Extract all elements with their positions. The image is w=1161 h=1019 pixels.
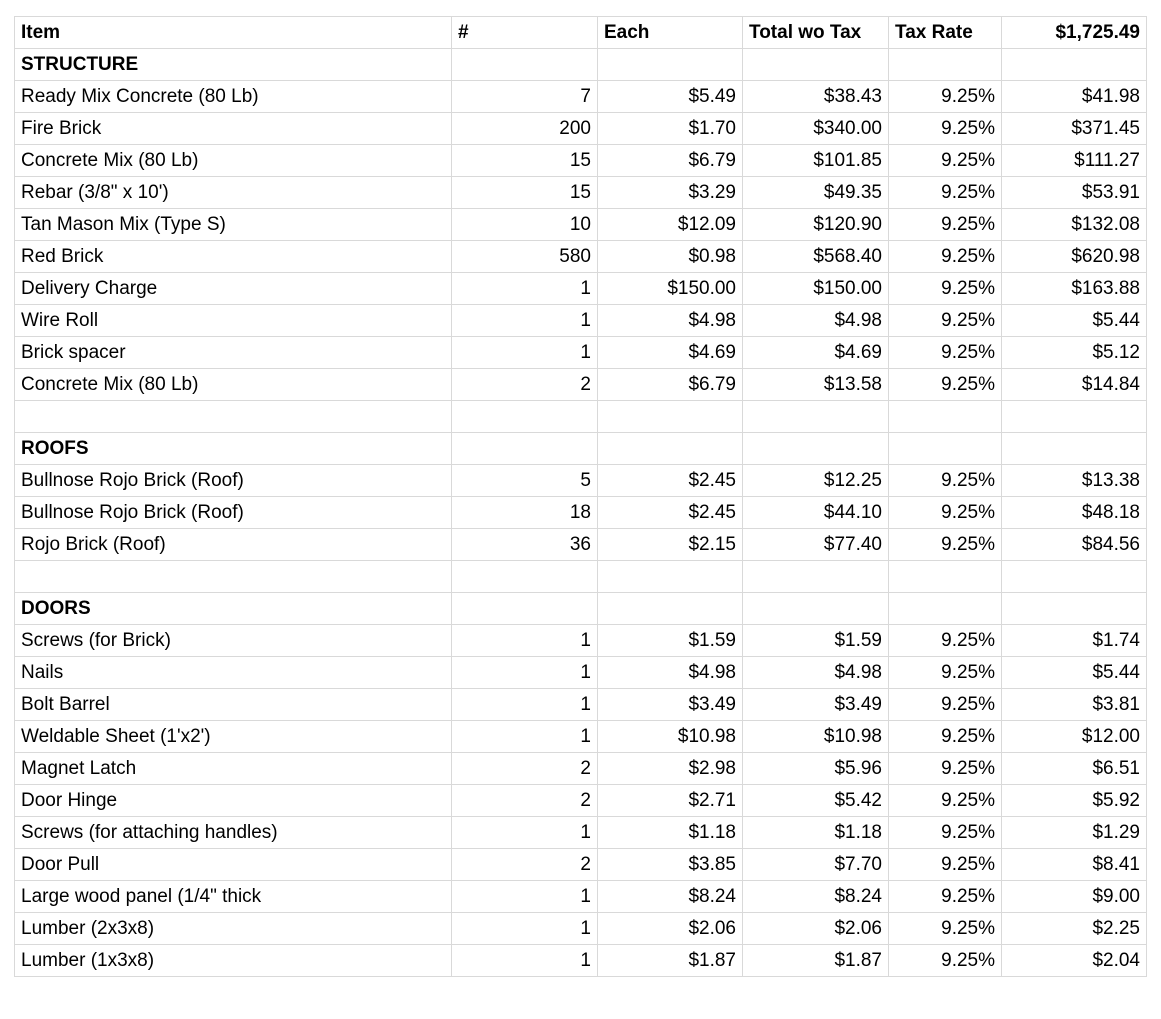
qty-cell[interactable]: 2 — [452, 753, 598, 785]
each-cell[interactable]: $2.45 — [598, 465, 743, 497]
qty-cell[interactable]: 15 — [452, 177, 598, 209]
qty-cell[interactable]: 2 — [452, 849, 598, 881]
item-cell[interactable]: Wire Roll — [15, 305, 452, 337]
each-cell[interactable]: $150.00 — [598, 273, 743, 305]
empty-cell[interactable] — [743, 49, 889, 81]
total-with-tax-cell[interactable]: $2.25 — [1002, 913, 1147, 945]
empty-cell[interactable] — [743, 593, 889, 625]
header-row — [15, 17, 1147, 49]
empty-cell[interactable] — [889, 593, 1002, 625]
table-row — [15, 497, 1147, 529]
total-cell[interactable]: $77.40 — [743, 529, 889, 561]
each-cell[interactable]: $12.09 — [598, 209, 743, 241]
table-row — [15, 369, 1147, 401]
tax-rate-cell[interactable]: 9.25% — [889, 529, 1002, 561]
tax-rate-cell[interactable]: 9.25% — [889, 913, 1002, 945]
each-cell[interactable]: $6.79 — [598, 369, 743, 401]
section-title[interactable]: ROOFS — [15, 433, 452, 465]
qty-cell[interactable]: 2 — [452, 369, 598, 401]
total-with-tax-cell[interactable]: $53.91 — [1002, 177, 1147, 209]
total-with-tax-cell[interactable]: $5.44 — [1002, 305, 1147, 337]
each-cell[interactable]: $10.98 — [598, 721, 743, 753]
total-with-tax-cell[interactable]: $12.00 — [1002, 721, 1147, 753]
qty-cell[interactable]: 1 — [452, 625, 598, 657]
table-row — [15, 465, 1147, 497]
blank-row — [15, 401, 1147, 433]
item-cell[interactable]: Weldable Sheet (1'x2') — [15, 721, 452, 753]
table-row — [15, 753, 1147, 785]
qty-cell[interactable]: 1 — [452, 721, 598, 753]
total-cell[interactable]: $5.96 — [743, 753, 889, 785]
tax-rate-cell[interactable]: 9.25% — [889, 81, 1002, 113]
tax-rate-cell[interactable]: 9.25% — [889, 337, 1002, 369]
table-row — [15, 529, 1147, 561]
total-cell[interactable]: $120.90 — [743, 209, 889, 241]
qty-cell[interactable]: 2 — [452, 785, 598, 817]
each-cell[interactable]: $2.45 — [598, 497, 743, 529]
empty-cell[interactable] — [452, 593, 598, 625]
empty-cell[interactable] — [889, 433, 1002, 465]
table-row — [15, 881, 1147, 913]
total-with-tax-cell[interactable]: $5.12 — [1002, 337, 1147, 369]
table-row — [15, 913, 1147, 945]
each-cell[interactable]: $2.15 — [598, 529, 743, 561]
qty-cell[interactable]: 1 — [452, 881, 598, 913]
qty-cell[interactable]: 15 — [452, 145, 598, 177]
total-with-tax-cell[interactable]: $163.88 — [1002, 273, 1147, 305]
item-cell[interactable]: Screws (for Brick) — [15, 625, 452, 657]
total-cell[interactable]: $38.43 — [743, 81, 889, 113]
item-cell[interactable]: Screws (for attaching handles) — [15, 817, 452, 849]
total-cell[interactable]: $1.59 — [743, 625, 889, 657]
total-cell[interactable]: $4.98 — [743, 305, 889, 337]
empty-cell[interactable] — [889, 401, 1002, 433]
qty-cell[interactable]: 1 — [452, 817, 598, 849]
total-with-tax-cell[interactable]: $620.98 — [1002, 241, 1147, 273]
empty-cell[interactable] — [1002, 49, 1147, 81]
total-with-tax-cell[interactable]: $84.56 — [1002, 529, 1147, 561]
cost-table — [14, 16, 1147, 977]
each-cell[interactable]: $1.70 — [598, 113, 743, 145]
tax-rate-cell[interactable]: 9.25% — [889, 721, 1002, 753]
header-item[interactable]: Item — [15, 17, 452, 49]
empty-cell[interactable] — [598, 401, 743, 433]
empty-cell[interactable] — [743, 561, 889, 593]
table-row — [15, 689, 1147, 721]
qty-cell[interactable]: 1 — [452, 657, 598, 689]
each-cell[interactable]: $4.98 — [598, 305, 743, 337]
qty-cell[interactable]: 580 — [452, 241, 598, 273]
empty-cell[interactable] — [743, 433, 889, 465]
table-row — [15, 209, 1147, 241]
item-cell[interactable]: Rojo Brick (Roof) — [15, 529, 452, 561]
total-cell[interactable]: $568.40 — [743, 241, 889, 273]
tax-rate-cell[interactable]: 9.25% — [889, 305, 1002, 337]
qty-cell[interactable]: 200 — [452, 113, 598, 145]
item-cell[interactable]: Lumber (2x3x8) — [15, 913, 452, 945]
qty-cell[interactable]: 1 — [452, 305, 598, 337]
table-row — [15, 145, 1147, 177]
empty-cell[interactable] — [452, 401, 598, 433]
total-cell[interactable]: $3.49 — [743, 689, 889, 721]
total-with-tax-cell[interactable]: $2.04 — [1002, 945, 1147, 977]
each-cell[interactable]: $1.18 — [598, 817, 743, 849]
each-cell[interactable]: $4.98 — [598, 657, 743, 689]
item-cell[interactable]: Door Hinge — [15, 785, 452, 817]
cost-table-body — [15, 17, 1147, 977]
item-cell[interactable]: Brick spacer — [15, 337, 452, 369]
empty-cell[interactable] — [1002, 433, 1147, 465]
section-title[interactable]: STRUCTURE — [15, 49, 452, 81]
empty-cell[interactable] — [1002, 561, 1147, 593]
qty-cell[interactable]: 18 — [452, 497, 598, 529]
tax-rate-cell[interactable]: 9.25% — [889, 209, 1002, 241]
item-cell[interactable]: Bullnose Rojo Brick (Roof) — [15, 497, 452, 529]
table-row — [15, 113, 1147, 145]
total-cell[interactable]: $1.87 — [743, 945, 889, 977]
table-row — [15, 817, 1147, 849]
tax-rate-cell[interactable]: 9.25% — [889, 177, 1002, 209]
empty-cell[interactable] — [598, 433, 743, 465]
total-cell[interactable]: $8.24 — [743, 881, 889, 913]
total-with-tax-cell[interactable]: $371.45 — [1002, 113, 1147, 145]
total-cell[interactable]: $101.85 — [743, 145, 889, 177]
table-row — [15, 721, 1147, 753]
table-row — [15, 785, 1147, 817]
empty-cell[interactable] — [15, 401, 452, 433]
qty-cell[interactable]: 1 — [452, 689, 598, 721]
empty-cell[interactable] — [889, 49, 1002, 81]
item-cell[interactable]: Fire Brick — [15, 113, 452, 145]
total-cell[interactable]: $150.00 — [743, 273, 889, 305]
total-cell[interactable]: $10.98 — [743, 721, 889, 753]
each-cell[interactable]: $2.98 — [598, 753, 743, 785]
tax-rate-cell[interactable]: 9.25% — [889, 753, 1002, 785]
each-cell[interactable]: $4.69 — [598, 337, 743, 369]
grand-total[interactable]: $1,725.49 — [1002, 17, 1147, 49]
each-cell[interactable]: $5.49 — [598, 81, 743, 113]
tax-rate-cell[interactable]: 9.25% — [889, 145, 1002, 177]
empty-cell[interactable] — [1002, 401, 1147, 433]
total-with-tax-cell[interactable]: $1.29 — [1002, 817, 1147, 849]
item-cell[interactable]: Bolt Barrel — [15, 689, 452, 721]
total-cell[interactable]: $5.42 — [743, 785, 889, 817]
item-cell[interactable]: Concrete Mix (80 Lb) — [15, 145, 452, 177]
item-cell[interactable]: Lumber (1x3x8) — [15, 945, 452, 977]
tax-rate-cell[interactable]: 9.25% — [889, 785, 1002, 817]
section-title[interactable]: DOORS — [15, 593, 452, 625]
each-cell[interactable]: $0.98 — [598, 241, 743, 273]
section-row — [15, 49, 1147, 81]
item-cell[interactable]: Tan Mason Mix (Type S) — [15, 209, 452, 241]
tax-rate-cell[interactable]: 9.25% — [889, 241, 1002, 273]
tax-rate-cell[interactable]: 9.25% — [889, 273, 1002, 305]
total-with-tax-cell[interactable]: $5.44 — [1002, 657, 1147, 689]
table-row — [15, 337, 1147, 369]
empty-cell[interactable] — [598, 561, 743, 593]
total-cell[interactable]: $7.70 — [743, 849, 889, 881]
total-cell[interactable]: $12.25 — [743, 465, 889, 497]
empty-cell[interactable] — [1002, 593, 1147, 625]
qty-cell[interactable]: 1 — [452, 945, 598, 977]
total-cell[interactable]: $1.18 — [743, 817, 889, 849]
each-cell[interactable]: $3.85 — [598, 849, 743, 881]
tax-rate-cell[interactable]: 9.25% — [889, 817, 1002, 849]
qty-cell[interactable]: 36 — [452, 529, 598, 561]
item-cell[interactable]: Concrete Mix (80 Lb) — [15, 369, 452, 401]
qty-cell[interactable]: 5 — [452, 465, 598, 497]
qty-cell[interactable]: 10 — [452, 209, 598, 241]
empty-cell[interactable] — [889, 561, 1002, 593]
spreadsheet — [14, 16, 1146, 977]
each-cell[interactable]: $3.49 — [598, 689, 743, 721]
total-with-tax-cell[interactable]: $3.81 — [1002, 689, 1147, 721]
item-cell[interactable]: Ready Mix Concrete (80 Lb) — [15, 81, 452, 113]
tax-rate-cell[interactable]: 9.25% — [889, 849, 1002, 881]
total-with-tax-cell[interactable]: $1.74 — [1002, 625, 1147, 657]
total-with-tax-cell[interactable]: $13.38 — [1002, 465, 1147, 497]
each-cell[interactable]: $8.24 — [598, 881, 743, 913]
empty-cell[interactable] — [15, 561, 452, 593]
total-with-tax-cell[interactable]: $8.41 — [1002, 849, 1147, 881]
each-cell[interactable]: $1.59 — [598, 625, 743, 657]
total-with-tax-cell[interactable]: $132.08 — [1002, 209, 1147, 241]
total-cell[interactable]: $2.06 — [743, 913, 889, 945]
tax-rate-cell[interactable]: 9.25% — [889, 497, 1002, 529]
item-cell[interactable]: Delivery Charge — [15, 273, 452, 305]
item-cell[interactable]: Door Pull — [15, 849, 452, 881]
tax-rate-cell[interactable]: 9.25% — [889, 689, 1002, 721]
tax-rate-cell[interactable]: 9.25% — [889, 881, 1002, 913]
each-cell[interactable]: $1.87 — [598, 945, 743, 977]
table-row — [15, 849, 1147, 881]
empty-cell[interactable] — [452, 433, 598, 465]
table-row — [15, 945, 1147, 977]
each-cell[interactable]: $2.71 — [598, 785, 743, 817]
table-row — [15, 177, 1147, 209]
item-cell[interactable]: Magnet Latch — [15, 753, 452, 785]
total-with-tax-cell[interactable]: $48.18 — [1002, 497, 1147, 529]
total-cell[interactable]: $49.35 — [743, 177, 889, 209]
header-tax-rate[interactable]: Tax Rate — [889, 17, 1002, 49]
total-with-tax-cell[interactable]: $14.84 — [1002, 369, 1147, 401]
qty-cell[interactable]: 1 — [452, 913, 598, 945]
total-cell[interactable]: $4.69 — [743, 337, 889, 369]
blank-row — [15, 561, 1147, 593]
tax-rate-cell[interactable]: 9.25% — [889, 625, 1002, 657]
item-cell[interactable]: Bullnose Rojo Brick (Roof) — [15, 465, 452, 497]
total-with-tax-cell[interactable]: $9.00 — [1002, 881, 1147, 913]
qty-cell[interactable]: 1 — [452, 337, 598, 369]
each-cell[interactable]: $2.06 — [598, 913, 743, 945]
tax-rate-cell[interactable]: 9.25% — [889, 945, 1002, 977]
empty-cell[interactable] — [452, 49, 598, 81]
table-row — [15, 273, 1147, 305]
section-row — [15, 433, 1147, 465]
item-cell[interactable]: Large wood panel (1/4" thick — [15, 881, 452, 913]
tax-rate-cell[interactable]: 9.25% — [889, 113, 1002, 145]
qty-cell[interactable]: 7 — [452, 81, 598, 113]
item-cell[interactable]: Nails — [15, 657, 452, 689]
total-with-tax-cell[interactable]: $111.27 — [1002, 145, 1147, 177]
total-with-tax-cell[interactable]: $41.98 — [1002, 81, 1147, 113]
total-cell[interactable]: $44.10 — [743, 497, 889, 529]
total-cell[interactable]: $4.98 — [743, 657, 889, 689]
tax-rate-cell[interactable]: 9.25% — [889, 657, 1002, 689]
section-row — [15, 593, 1147, 625]
table-row — [15, 657, 1147, 689]
header-qty[interactable]: # — [452, 17, 598, 49]
table-row — [15, 305, 1147, 337]
each-cell[interactable]: $3.29 — [598, 177, 743, 209]
empty-cell[interactable] — [452, 561, 598, 593]
total-cell[interactable]: $340.00 — [743, 113, 889, 145]
item-cell[interactable]: Rebar (3/8" x 10') — [15, 177, 452, 209]
empty-cell[interactable] — [598, 49, 743, 81]
empty-cell[interactable] — [743, 401, 889, 433]
header-each[interactable]: Each — [598, 17, 743, 49]
empty-cell[interactable] — [598, 593, 743, 625]
each-cell[interactable]: $6.79 — [598, 145, 743, 177]
table-row — [15, 81, 1147, 113]
total-with-tax-cell[interactable]: $6.51 — [1002, 753, 1147, 785]
header-total-wo-tax[interactable]: Total wo Tax — [743, 17, 889, 49]
tax-rate-cell[interactable]: 9.25% — [889, 465, 1002, 497]
tax-rate-cell[interactable]: 9.25% — [889, 369, 1002, 401]
table-row — [15, 241, 1147, 273]
total-with-tax-cell[interactable]: $5.92 — [1002, 785, 1147, 817]
item-cell[interactable]: Red Brick — [15, 241, 452, 273]
qty-cell[interactable]: 1 — [452, 273, 598, 305]
table-row — [15, 625, 1147, 657]
total-cell[interactable]: $13.58 — [743, 369, 889, 401]
